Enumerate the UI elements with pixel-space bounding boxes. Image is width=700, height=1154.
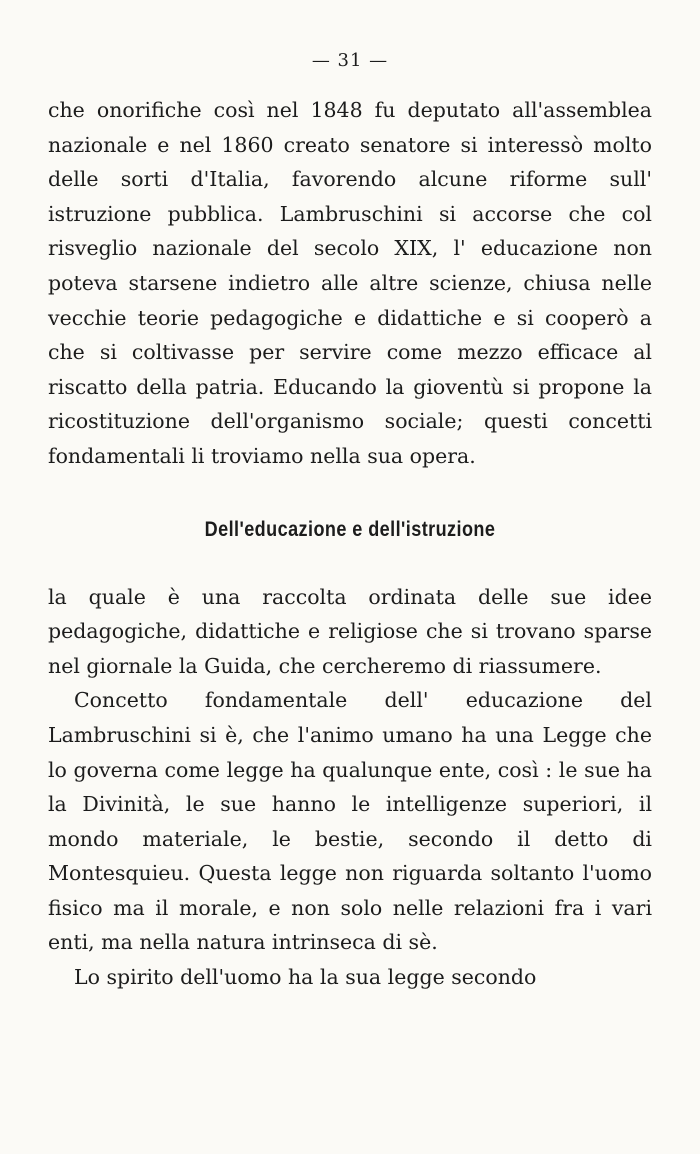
paragraph-opera-description: la quale è una raccolta ordinata delle sue idee pedagogiche, didattiche e religiose che si trovano sparse nel giornale la Guida, che cercheremo di riassumere. <box>48 584 652 678</box>
paragraph-spirit-law: Lo spirito dell'uomo ha la sua legge secondo <box>74 965 537 990</box>
paragraph-fundamental-concept: Concetto fondamentale dell' educazione del Lambruschini si è, che l'animo umano ha una Legge che lo governa come legge ha qualunque ente, così : le sue ha la Divinità, le sue hanno le intelligenze superiori, il mondo materiale, le bestie, secondo il detto di Montesquieu. Questa legge non riguarda soltanto l'uomo fisico ma il morale, e non solo nelle relazioni fra i vari enti, ma nella natura intrinseca di sè. <box>48 688 652 955</box>
section-title: Dell'educazione e dell'istruzione <box>204 517 496 541</box>
page-number: — 31 — <box>311 50 389 71</box>
paragraph-continuation: che onorifiche così nel 1848 fu deputato all'assemblea nazionale e nel 1860 creato senatore si interessò molto delle sorti d'Italia, favorendo alcune riforme sull' istruzione pubblica. Lambruschini si accorse che col risveglio nazionale del secolo XIX, l' educazione non poteva starsene indietro alle altre scienze, chiusa nelle vecchie teorie pedagogiche e didattiche e si cooperò a che si coltivasse per servire come mezzo efficace al riscatto della patria. Educando la gioventù si propone la ricostituzione dell'organismo sociale; questi concetti fondamentali li troviamo nella sua opera. <box>48 98 652 468</box>
